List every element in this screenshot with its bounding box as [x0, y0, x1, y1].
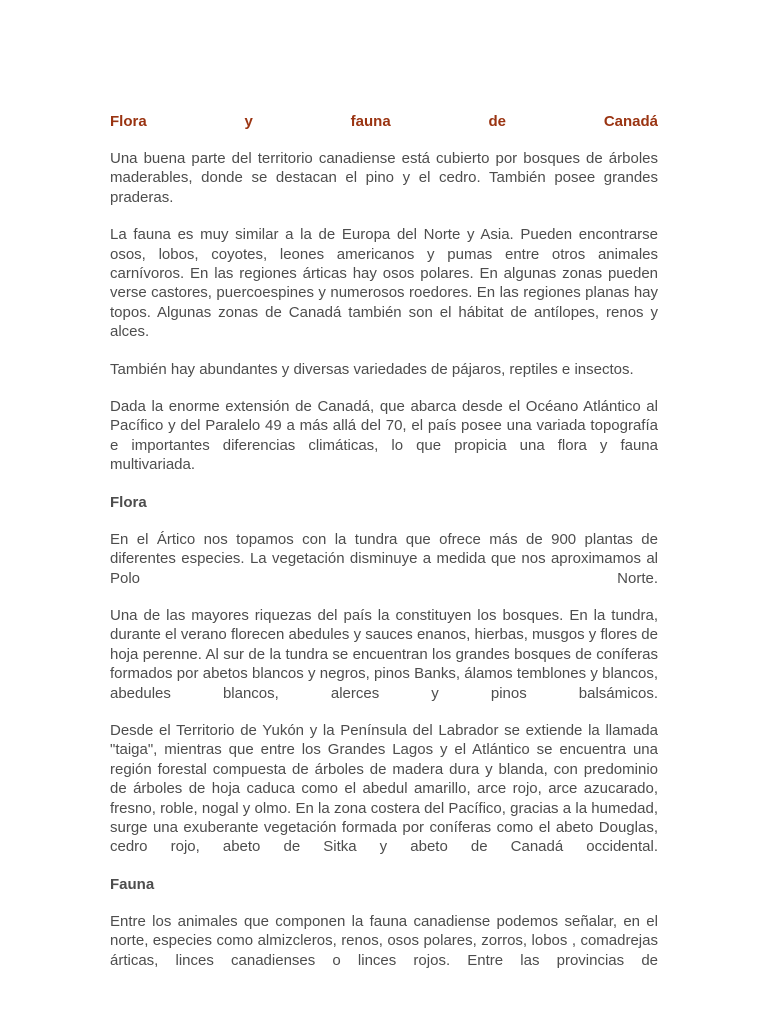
birds-paragraph: También hay abundantes y diversas variedades de pájaros, reptiles e insectos. — [110, 360, 634, 378]
document-page — [110, 112, 658, 970]
flora-paragraph: En el Ártico nos topamos con la tundra que ofrece más de 900 plantas de diferentes especies. La vegetación disminuye a medida que nos aproximamos al Polo Norte. — [110, 530, 658, 587]
flora-paragraph: Desde el Territorio de Yukón y la Península del Labrador se extiende la llamada "taiga", mientras que entre los Grandes Lagos y el Atlántico se encuentra una región forestal compuesta de árboles de madera dura y blanda, con predominio de árboles de hoja caduca como el abedul amarillo, arce rojo, arce azucarado, fresno, roble, nogal y olmo. En la zona costera del Pacífico, gracias a la humedad, surge una exuberante vegetación formada por coníferas como el abeto Douglas, cedro rojo, abeto de Sitka y abeto de Canadá occidental. — [110, 721, 658, 856]
fauna-heading: Fauna — [110, 875, 155, 893]
fauna-summary-paragraph: La fauna es muy similar a la de Europa del Norte y Asia. Pueden encontrarse osos, lobos, coyotes, leones americanos y pumas entre otros animales carnívoros. En las regiones árticas hay osos polares. En algunas zonas pueden verse castores, puercoespines y numerosos roedores. En las regiones planas hay topos. Algunas zonas de Canadá también son el hábitat de antílopes, renos y alces. — [110, 226, 658, 341]
title-word: Canadá — [603, 113, 658, 130]
document-title — [110, 112, 658, 131]
title-word: fauna — [350, 113, 391, 130]
title-word: de — [488, 113, 506, 130]
intro-paragraph: Una buena parte del territorio canadiense está cubierto por bosques de árboles maderables, donde se destacan el pino y el cedro. También posee grandes praderas. — [110, 150, 658, 206]
flora-heading: Flora — [110, 493, 147, 511]
title-word: y — [244, 113, 253, 130]
extension-paragraph: Dada la enorme extensión de Canadá, que abarca desde el Océano Atlántico al Pacífico y del Paralelo 49 a más allá del 70, el país posee una variada topografía e importantes diferencias climáticas, lo que propicia una flora y fauna multivariada. — [110, 398, 658, 474]
flora-paragraph: Una de las mayores riquezas del país la constituyen los bosques. En la tundra, durante el verano florecen abedules y sauces enanos, hierbas, musgos y flores de hoja perenne. Al sur de la tundra se encuentran los grandes bosques de coníferas formados por abetos blancos y negros, pinos Banks, álamos temblones y blancos, abedules blancos, alerces y pinos balsámicos. — [110, 606, 658, 702]
fauna-paragraph: Entre los animales que componen la fauna canadiense podemos señalar, en el norte, especies como almizcleros, renos, osos polares, zorros, lobos , comadrejas árticas, linces canadienses o linces rojos. Entre las provincias de — [110, 912, 658, 969]
title-word: Flora — [110, 113, 147, 130]
